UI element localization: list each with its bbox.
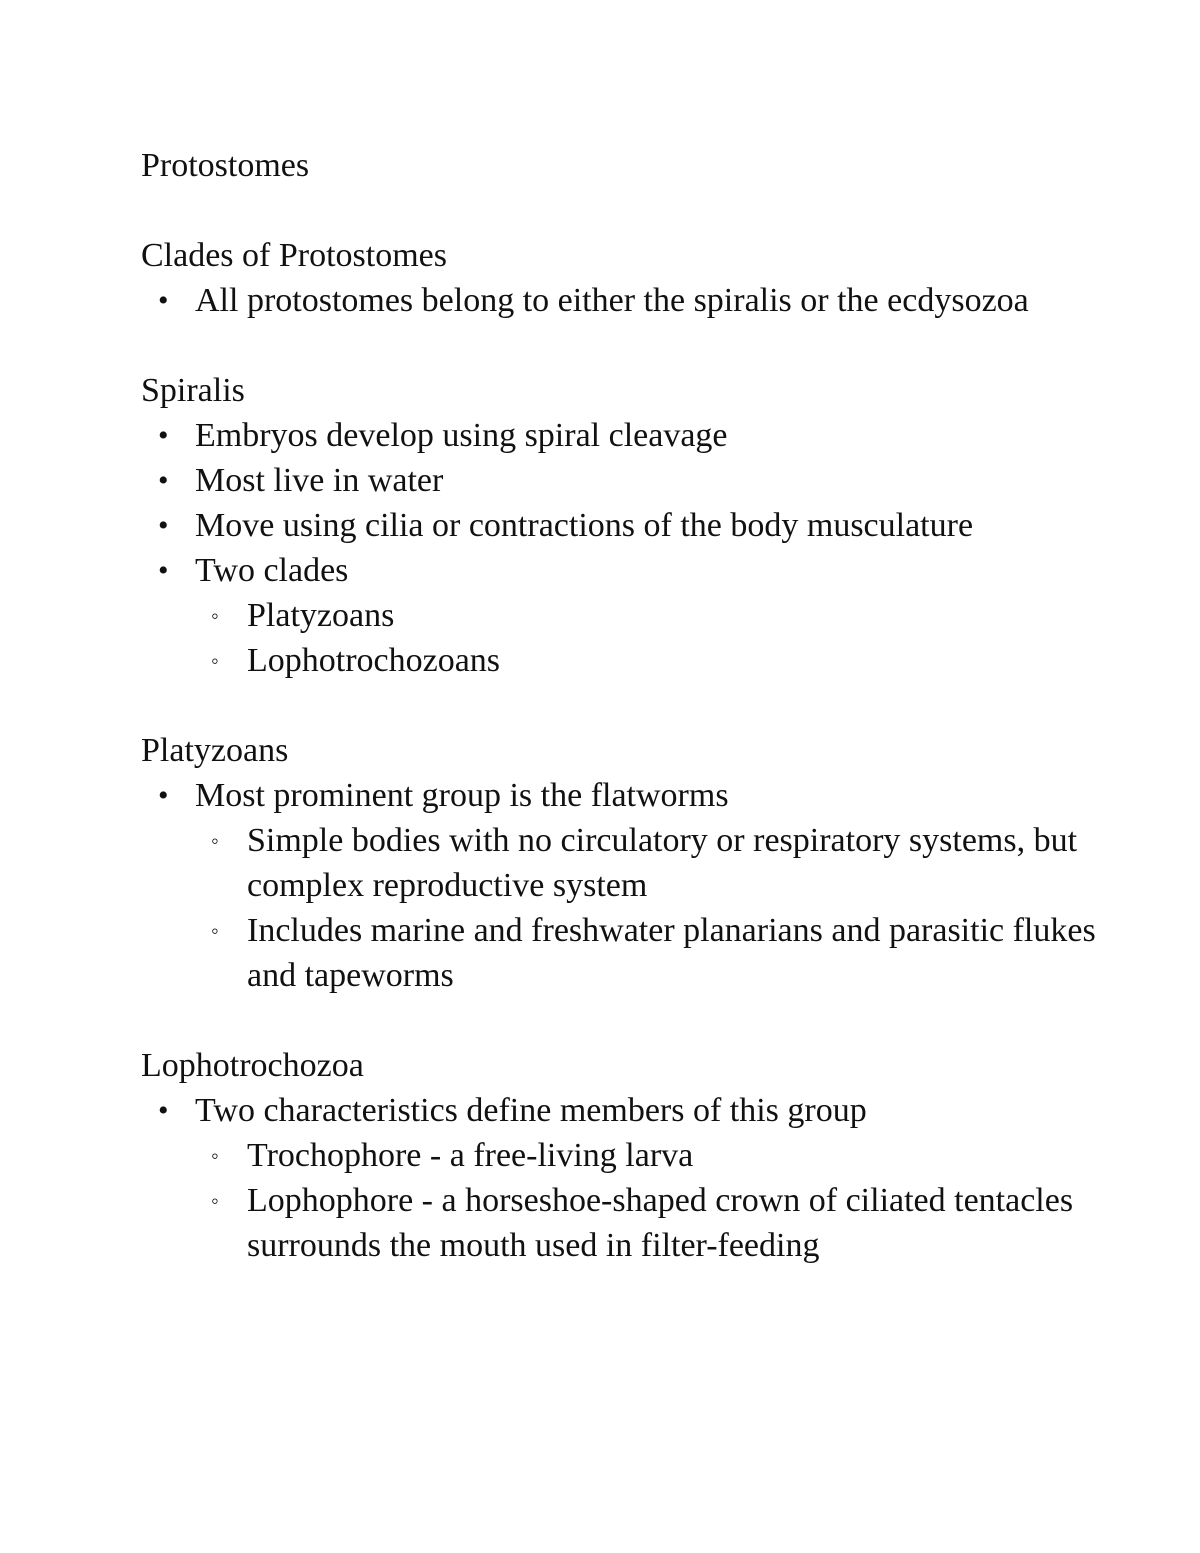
hollow-bullet-icon: ◦: [211, 918, 219, 943]
sub-list-item-text: Simple bodies with no circulatory or respiratory systems, but complex reproductive system: [247, 822, 1078, 904]
document-title: Protostomes: [141, 147, 310, 184]
list-item: [158, 278, 1101, 323]
section-heading: Platyzoans: [141, 732, 289, 769]
sub-list-item-text: Lophotrochozoans: [247, 642, 501, 679]
hollow-bullet-icon: ◦: [211, 1143, 219, 1168]
list-item-text: Most prominent group is the flatworms: [195, 777, 729, 814]
sub-list-item-text: Platyzoans: [247, 597, 395, 634]
sub-list-item: [211, 818, 1101, 908]
sub-bullet-list: [195, 1133, 1101, 1268]
section-clades-of-protostomes: [141, 233, 1101, 323]
bullet-icon: •: [158, 779, 169, 812]
bullet-list: [141, 413, 1101, 683]
list-item-text: Most live in water: [195, 462, 444, 499]
bullet-list: [141, 278, 1101, 323]
sub-list-item-text: Lophophore - a horseshoe-shaped crown of ciliated tentacles surrounds the mouth used in filter-feeding: [247, 1182, 1074, 1264]
bullet-icon: •: [158, 284, 169, 317]
section-heading: Spiralis: [141, 372, 245, 409]
section-lophotrochozoa: [141, 1043, 1101, 1268]
sub-list-item: [211, 1133, 1101, 1178]
bullet-icon: •: [158, 419, 169, 452]
sub-list-item: [211, 1178, 1101, 1268]
hollow-bullet-icon: ◦: [211, 1188, 219, 1213]
list-item-text: Two clades: [195, 552, 349, 589]
list-item: [158, 458, 1101, 503]
section-heading: Lophotrochozoa: [141, 1047, 364, 1084]
section-heading: Clades of Protostomes: [141, 237, 447, 274]
document-content: [141, 143, 1101, 1268]
list-item-text: All protostomes belong to either the spiralis or the ecdysozoa: [195, 282, 1029, 319]
sub-list-item-text: Includes marine and freshwater planarians and parasitic flukes and tapeworms: [247, 912, 1096, 994]
list-item-text: Move using cilia or contractions of the body musculature: [195, 507, 974, 544]
sub-list-item: [211, 908, 1101, 998]
bullet-icon: •: [158, 554, 169, 587]
bullet-icon: •: [158, 1094, 169, 1127]
list-item: [158, 413, 1101, 458]
bullet-icon: •: [158, 509, 169, 542]
sub-bullet-list: [195, 818, 1101, 998]
list-item-text: Two characteristics define members of this group: [195, 1092, 867, 1129]
hollow-bullet-icon: ◦: [211, 828, 219, 853]
hollow-bullet-icon: ◦: [211, 603, 219, 628]
list-item: [158, 773, 1101, 998]
bullet-list: [141, 773, 1101, 998]
list-item: [158, 503, 1101, 548]
sub-bullet-list: [195, 593, 1101, 683]
sub-list-item: [211, 638, 1101, 683]
section-platyzoans: [141, 728, 1101, 998]
bullet-icon: •: [158, 464, 169, 497]
sub-list-item-text: Trochophore - a free-living larva: [247, 1137, 694, 1174]
bullet-list: [141, 1088, 1101, 1268]
list-item: [158, 548, 1101, 683]
section-spiralis: [141, 368, 1101, 683]
list-item: [158, 1088, 1101, 1268]
sub-list-item: [211, 593, 1101, 638]
list-item-text: Embryos develop using spiral cleavage: [195, 417, 728, 454]
hollow-bullet-icon: ◦: [211, 648, 219, 673]
